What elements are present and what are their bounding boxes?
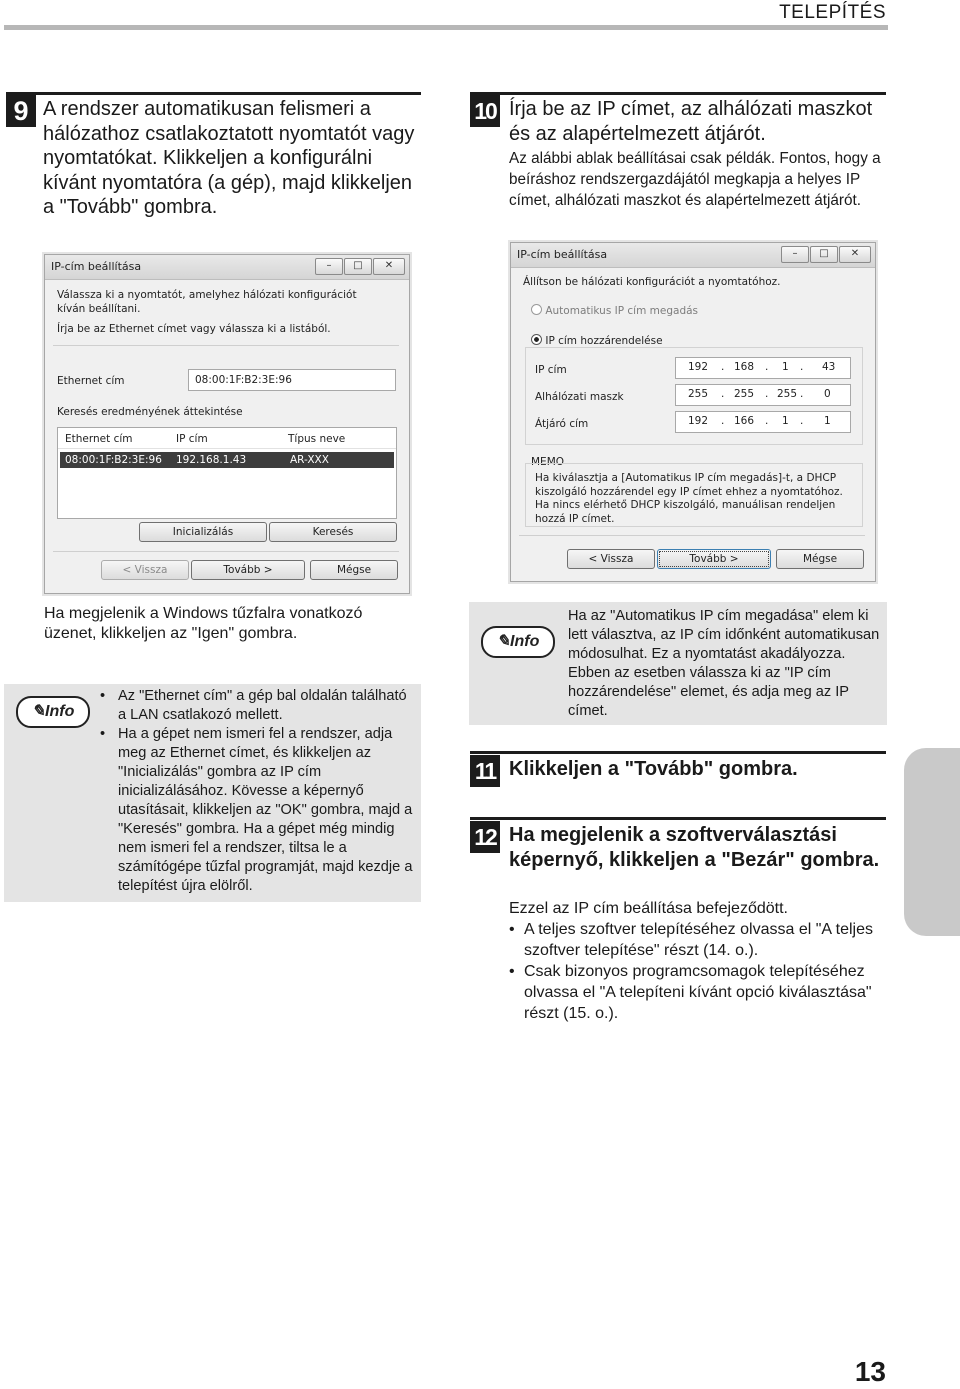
- back-button[interactable]: < Vissza: [567, 549, 655, 569]
- ip-settings-dialog-1: [44, 254, 410, 594]
- step-11-number: 11: [470, 755, 500, 787]
- side-tab: [904, 748, 960, 936]
- ip-octet: 192: [688, 361, 709, 373]
- mask-octet: 255: [777, 388, 798, 400]
- info-icon: ✎Info: [481, 626, 555, 658]
- step-12-body: Ezzel az IP cím beállítása befejeződött.: [509, 900, 788, 917]
- search-button[interactable]: Keresés: [269, 522, 397, 542]
- ip-octet: 168: [734, 361, 755, 373]
- ip-octet: 1: [782, 361, 789, 373]
- subnet-mask-label: Alhálózati maszk: [535, 391, 624, 403]
- mask-octet: 0: [824, 388, 831, 400]
- step-12-bullets: [509, 919, 879, 1024]
- row-ip: 192.168.1.43: [176, 454, 247, 466]
- info-box-2: [469, 602, 887, 725]
- close-icon[interactable]: ✕: [373, 258, 405, 275]
- back-button[interactable]: < Vissza: [101, 560, 189, 580]
- gateway-label: Átjáró cím: [535, 418, 589, 430]
- step-9-number: 9: [6, 95, 36, 127]
- dialog-2-titlebar: [511, 243, 875, 268]
- radio-manual-ip[interactable]: [531, 334, 663, 347]
- next-button[interactable]: Tovább >: [191, 560, 305, 580]
- info-icon: ✎Info: [16, 696, 90, 728]
- cancel-button[interactable]: Mégse: [310, 560, 398, 580]
- initialize-button[interactable]: Inicializálás: [139, 522, 267, 542]
- step-11-rule: [470, 751, 886, 754]
- radio-icon[interactable]: [531, 304, 542, 315]
- ip-settings-dialog-2: [510, 242, 876, 582]
- step-10-body: Az alábbi ablak beállításai csak példák. Fontos, hogy a beíráshoz rendszergazdájától megkapja a helyes IP címet, alhálózati maszkot és alapértelmezett átjárót.: [509, 150, 881, 209]
- step-9-heading: A rendszer automatikusan felismeri a hálózathoz csatlakoztatott nyomtatót vagy nyomtatókat. Klikkeljen a konfigurálni kívánt nyomtatóra (a gép), majd klikkeljen a "Tovább" gombra.: [43, 98, 415, 218]
- step-10-rule: [470, 92, 886, 95]
- step-10-number: 10: [470, 95, 500, 127]
- info-2-text: Ha az "Automatikus IP cím megadása" elem ki lett választva, az IP cím időnként automatikusan módosulhat. Ez a nyomtatást akadályozza. Ebben az esetben válassza ki az "IP cím hozzárendelése" elemet, és adja meg az IP címet.: [568, 608, 880, 719]
- radio-manual-label: IP cím hozzárendelése: [545, 335, 663, 347]
- info-icon-label: Info: [510, 633, 540, 650]
- dialog-1-title: IP-cím beállítása: [51, 260, 142, 273]
- gateway-octet: 166: [734, 415, 755, 427]
- info-1-bullets: [100, 687, 418, 896]
- firewall-note: Ha megjelenik a Windows tűzfalra vonatkozó üzenet, klikkeljen az "Igen" gombra.: [44, 605, 363, 642]
- step-12-heading: Ha megjelenik a szoftverválasztási képernyő, klikkeljen a "Bezár" gombra.: [509, 824, 880, 871]
- info-icon-label: Info: [45, 703, 75, 720]
- section-title: TELEPÍTÉS: [779, 2, 886, 23]
- gateway-octet: 1: [782, 415, 789, 427]
- step-11-heading: Klikkeljen a "Tovább" gombra.: [509, 758, 798, 780]
- dialog-1-instruction-1: Válassza ki a nyomtatót, amelyhez hálózati konfigurációt kíván beállítani.: [57, 289, 357, 315]
- search-results-list[interactable]: [57, 427, 397, 519]
- memo-text: Ha kiválasztja a [Automatikus IP cím megadás]-t, a DHCP kiszolgáló hozzárendel egy IP címet ehhez a nyomtatóhoz. Ha nincs elérhető DHCP kiszolgáló, manuálisan rendeljen hozzá IP címet.: [535, 472, 843, 525]
- results-header: [58, 428, 396, 449]
- step-10-heading: Írja be az IP címet, az alhálózati maszkot és az alapértelmezett átjárót.: [509, 98, 873, 145]
- cancel-button[interactable]: Mégse: [776, 549, 864, 569]
- list-item: • A teljes szoftver telepítéséhez olvassa el "A teljes szoftver telepítése" részt (14. o.).: [509, 919, 879, 961]
- gateway-octet: 192: [688, 415, 709, 427]
- dialog-1-instruction-2: Írja be az Ethernet címet vagy válassza ki a listából.: [57, 323, 331, 335]
- mask-octet: 255: [734, 388, 755, 400]
- radio-auto-label: Automatikus IP cím megadás: [545, 305, 699, 317]
- row-type: AR-XXX: [290, 454, 329, 466]
- memo-label: MEMO: [531, 456, 565, 468]
- page-number: 13: [854, 1356, 886, 1387]
- dialog-2-title: IP-cím beállítása: [517, 248, 608, 261]
- ip-label: IP cím: [535, 364, 567, 376]
- row-ethernet: 08:00:1F:B2:3E:96: [65, 454, 162, 466]
- gateway-octet: 1: [824, 415, 831, 427]
- step-12-rule: [470, 817, 886, 820]
- dialog-1-titlebar: [45, 255, 409, 280]
- radio-auto-ip[interactable]: [531, 304, 698, 317]
- subnet-mask-input[interactable]: 255 . 255 . 255 . 0: [675, 384, 851, 406]
- ethernet-address-input[interactable]: 08:00:1F:B2:3E:96: [188, 369, 396, 391]
- next-button[interactable]: Tovább >: [657, 549, 771, 569]
- gateway-input[interactable]: 192 . 166 . 1 . 1: [675, 411, 851, 433]
- maximize-icon[interactable]: □: [344, 258, 372, 275]
- mask-octet: 255: [688, 388, 709, 400]
- header-rule: [4, 25, 888, 30]
- table-row[interactable]: [60, 452, 394, 468]
- list-item: • Az "Ethernet cím" a gép bal oldalán található a LAN csatlakozó mellett.: [100, 687, 418, 725]
- list-item: • Csak bizonyos programcsomagok telepítéséhez olvassa el "A telepíteni kívánt opció kiválasztása" részt (15. o.).: [509, 961, 879, 1024]
- ip-address-input[interactable]: 192 . 168 . 1 . 43: [675, 357, 851, 379]
- list-item: • Ha a gépet nem ismeri fel a rendszer, adja meg az Ethernet címet, és klikkeljen az "Inicializálás" gombra az IP cím inicializálásához. Kövesse a képernyő utasításait, klikkeljen az "OK" gombra, majd a "Keresés" gombra. Ha a gépet még mindig nem ismeri fel a rendszer, tiltsa le a számítógépe tűzfal programját, majd kezdje a telepítést újra elölről.: [100, 725, 418, 896]
- step-9-rule: [6, 92, 421, 95]
- maximize-icon[interactable]: □: [810, 246, 838, 263]
- ip-octet: 43: [822, 361, 836, 373]
- dialog-2-instruction: Állítson be hálózati konfigurációt a nyomtatóhoz.: [523, 276, 781, 288]
- info-box-1: [4, 684, 421, 902]
- column-ethernet[interactable]: Ethernet cím: [65, 433, 133, 445]
- step-12-number: 12: [470, 821, 500, 853]
- minimize-icon[interactable]: –: [781, 246, 809, 263]
- search-results-label: Keresés eredményének áttekintése: [57, 406, 243, 418]
- column-type[interactable]: Típus neve: [288, 433, 346, 445]
- ethernet-label: Ethernet cím: [57, 375, 125, 387]
- minimize-icon[interactable]: –: [315, 258, 343, 275]
- column-ip[interactable]: IP cím: [176, 433, 208, 445]
- radio-selected-icon[interactable]: [531, 334, 542, 345]
- close-icon[interactable]: ✕: [839, 246, 871, 263]
